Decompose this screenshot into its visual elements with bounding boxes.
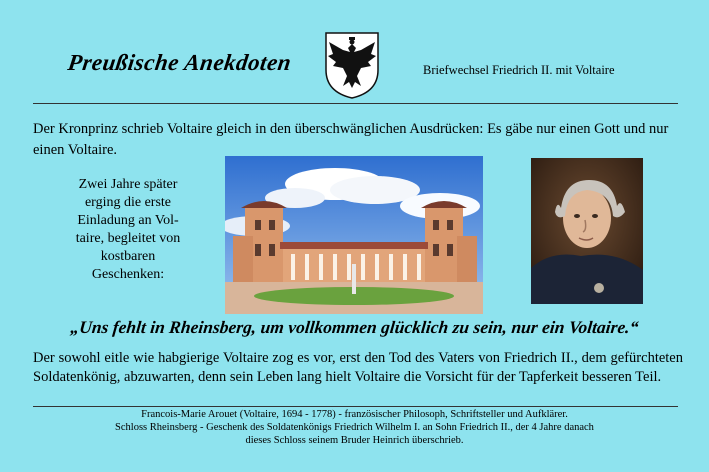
- side-text-line: Zwei Jahre später: [78, 177, 178, 192]
- portrait-friedrich-image: [531, 158, 643, 304]
- body-paragraph: Der sowohl eitle wie habgierige Voltaire zog es vor, erst den Tod des Vaters von Friedrich II., dem gefürchteten Soldatenkönig, abzuwarten, denn sein Leben lang hielt Voltaire die Vorsicht für der Tapferkeit besseren Teil.: [33, 350, 683, 385]
- footer-line: Francois-Marie Arouet (Voltaire, 1694 - 1778) - französischer Philosoph, Schriftsteller und Aufklärer.: [141, 409, 568, 420]
- footer-line: Schloss Rheinsberg - Geschenk des Soldatenkönigs Friedrich Wilhelm I. an Sohn Friedrich II., der 4 Jahre danach: [115, 422, 594, 433]
- side-text-line: taire, begleitet von: [75, 231, 181, 246]
- intro-text: Der Kronprinz schrieb Voltaire gleich in den überschwänglichen Ausdrücken: Es gäbe nur einen Gott und nur einen Voltaire.: [33, 121, 669, 158]
- castle-rheinsberg-image: [225, 156, 483, 314]
- side-text-line: erging die erste: [84, 195, 172, 210]
- page-subtitle: Briefwechsel Friedrich II. mit Voltaire: [423, 63, 615, 77]
- prussian-eagle-icon: [323, 30, 381, 100]
- side-text-line: Einladung an Vol-: [77, 213, 179, 228]
- quote-text: „Uns fehlt in Rheinsberg, um vollkommen glücklich zu sein, nur ein Voltaire.“: [69, 317, 640, 337]
- page-title: Preußische Anekdoten: [66, 50, 294, 75]
- bottom-divider: [33, 406, 678, 407]
- side-text: [38, 176, 218, 284]
- footer-notes: [20, 408, 689, 447]
- footer-line: dieses Schloss seinem Bruder Heinrich überschrieb.: [245, 435, 464, 446]
- top-divider: [33, 103, 678, 104]
- side-text-line: Geschenken:: [91, 267, 165, 282]
- side-text-line: kostbaren: [100, 249, 156, 264]
